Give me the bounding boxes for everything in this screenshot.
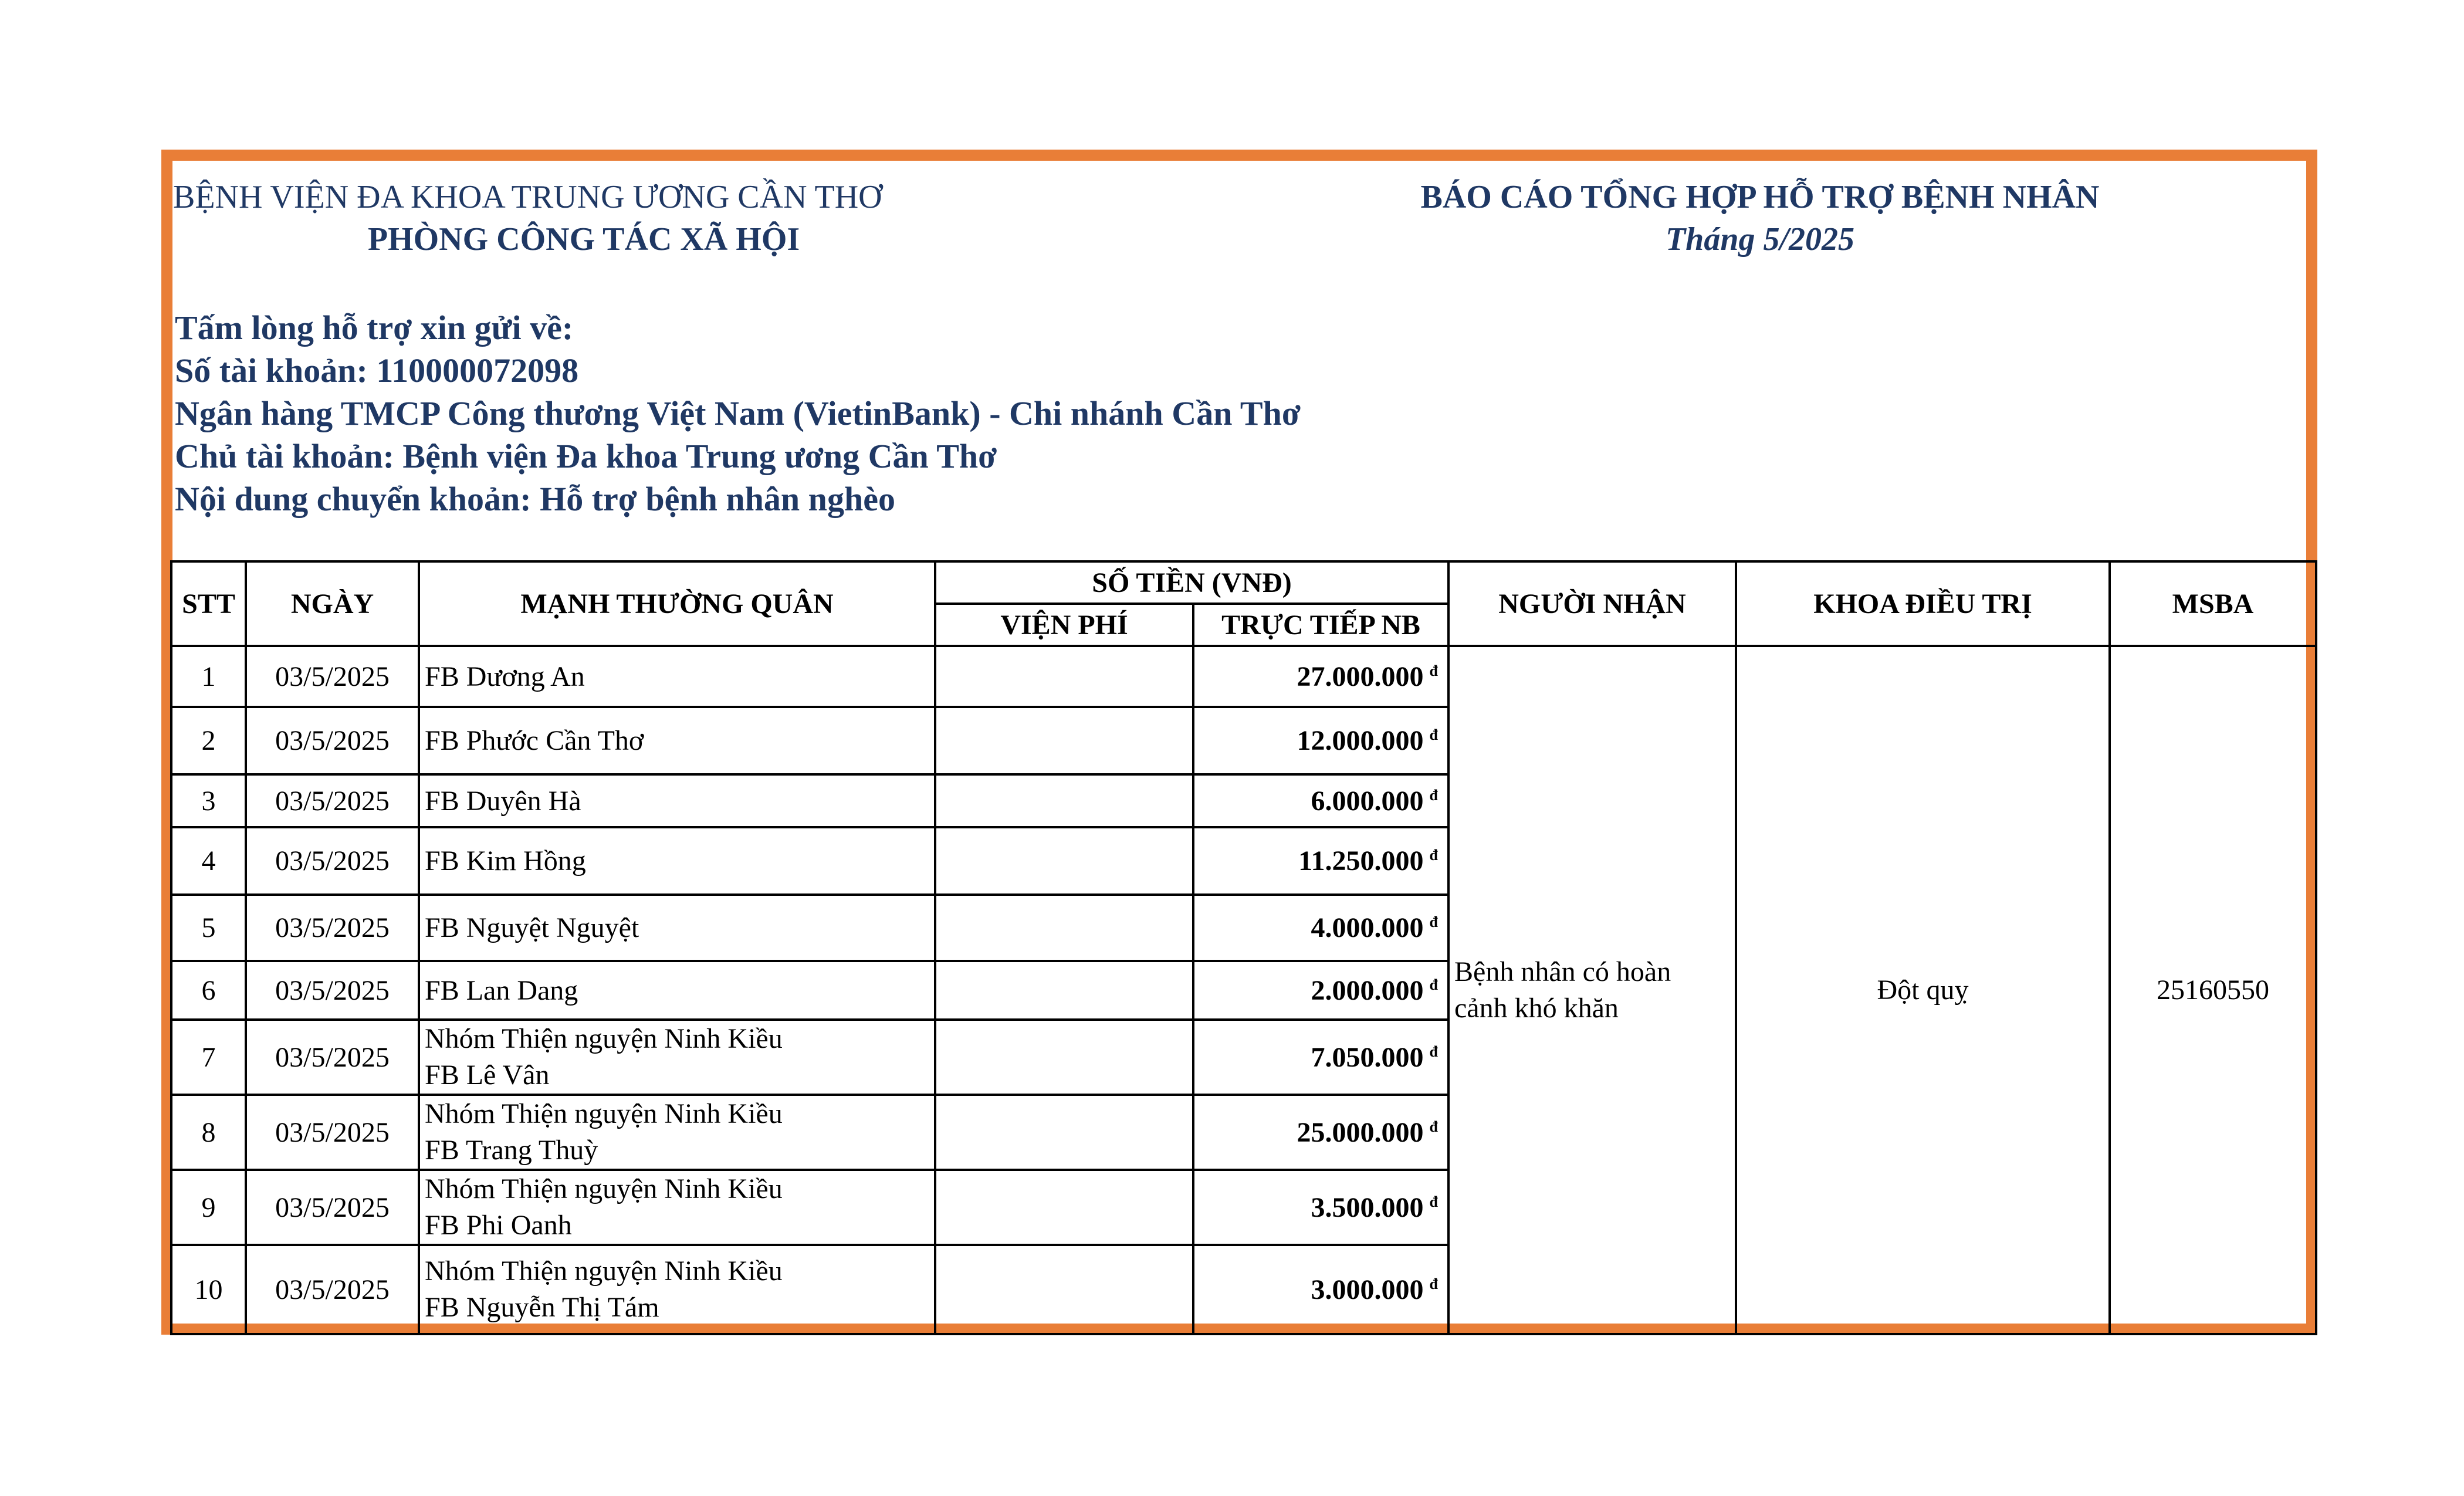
currency-symbol: đ	[1429, 1043, 1438, 1060]
donation-info	[175, 306, 1301, 520]
department-name: PHÒNG CÔNG TÁC XÃ HỘI	[367, 221, 800, 258]
row-donor	[419, 1020, 935, 1095]
header-hospital-fee: VIỆN PHÍ	[935, 604, 1193, 646]
transfer-content: Nội dung chuyển khoản: Hỗ trợ bệnh nhân nghèo	[175, 480, 895, 518]
row-stt: 1	[171, 646, 246, 707]
donor-group: Nhóm Thiện nguyện Ninh Kiều	[425, 1023, 783, 1054]
row-amount	[1193, 1095, 1448, 1170]
row-amount	[1193, 961, 1448, 1020]
row-amount	[1193, 707, 1448, 774]
amount-value: 12.000.000	[1297, 725, 1424, 756]
row-hospital-fee	[935, 1245, 1193, 1334]
row-donor: FB Kim Hồng	[419, 827, 935, 895]
row-stt: 3	[171, 774, 246, 827]
amount-value: 11.250.000	[1298, 845, 1424, 876]
report-header	[1320, 176, 2200, 260]
row-date: 03/5/2025	[246, 827, 419, 895]
row-donor	[419, 1095, 935, 1170]
row-hospital-fee	[935, 774, 1193, 827]
row-stt: 2	[171, 707, 246, 774]
row-hospital-fee	[935, 961, 1193, 1020]
row-date: 03/5/2025	[246, 1245, 419, 1334]
row-hospital-fee	[935, 646, 1193, 707]
row-stt: 10	[171, 1245, 246, 1334]
row-donor: FB Duyên Hà	[419, 774, 935, 827]
department-cell: Đột quỵ	[1736, 646, 2110, 1334]
currency-symbol: đ	[1429, 913, 1438, 930]
row-amount	[1193, 774, 1448, 827]
donor-group: Nhóm Thiện nguyện Ninh Kiều	[425, 1255, 783, 1287]
row-hospital-fee	[935, 1095, 1193, 1170]
amount-value: 7.050.000	[1311, 1041, 1424, 1073]
row-amount	[1193, 827, 1448, 895]
donor-name: FB Lê Vân	[425, 1060, 550, 1091]
row-stt: 4	[171, 827, 246, 895]
info-intro: Tấm lòng hỗ trợ xin gửi về:	[175, 309, 574, 347]
header-recipient: NGƯỜI NHẬN	[1448, 561, 1736, 646]
row-donor	[419, 1245, 935, 1334]
donor-group: Nhóm Thiện nguyện Ninh Kiều	[425, 1173, 783, 1204]
header-donor: MẠNH THƯỜNG QUÂN	[419, 561, 935, 646]
row-date: 03/5/2025	[246, 646, 419, 707]
row-stt: 9	[171, 1170, 246, 1245]
amount-value: 6.000.000	[1311, 785, 1424, 817]
row-amount	[1193, 646, 1448, 707]
row-amount	[1193, 1170, 1448, 1245]
donation-table	[170, 560, 2317, 1335]
donor-name: FB Nguyễn Thị Tám	[425, 1292, 659, 1323]
donor-name: FB Trang Thuỳ	[425, 1135, 598, 1166]
recipient-cell	[1448, 646, 1736, 1334]
row-stt: 5	[171, 895, 246, 961]
row-donor: FB Phước Cần Thơ	[419, 707, 935, 774]
row-donor: FB Lan Dang	[419, 961, 935, 1020]
row-date: 03/5/2025	[246, 961, 419, 1020]
report-title: BÁO CÁO TỔNG HỢP HỖ TRỢ BỆNH NHÂN	[1420, 179, 2100, 215]
row-date: 03/5/2025	[246, 895, 419, 961]
row-donor: FB Nguyệt Nguyệt	[419, 895, 935, 961]
row-date: 03/5/2025	[246, 1170, 419, 1245]
amount-value: 3.000.000	[1311, 1274, 1424, 1305]
row-amount	[1193, 1020, 1448, 1095]
row-stt: 8	[171, 1095, 246, 1170]
currency-symbol: đ	[1429, 786, 1438, 804]
row-hospital-fee	[935, 1170, 1193, 1245]
row-stt: 7	[171, 1020, 246, 1095]
amount-value: 3.500.000	[1311, 1192, 1424, 1223]
header-msba: MSBA	[2110, 561, 2316, 646]
row-date: 03/5/2025	[246, 774, 419, 827]
hospital-name: BỆNH VIỆN ĐA KHOA TRUNG ƯƠNG CẦN THƠ	[173, 179, 882, 215]
row-donor: FB Dương An	[419, 646, 935, 707]
row-hospital-fee	[935, 895, 1193, 961]
amount-value: 2.000.000	[1311, 974, 1424, 1006]
account-holder: Chủ tài khoản: Bệnh viện Đa khoa Trung ương Cần Thơ	[175, 437, 997, 475]
currency-symbol: đ	[1429, 662, 1438, 679]
header-department: KHOA ĐIỀU TRỊ	[1736, 561, 2110, 646]
row-stt: 6	[171, 961, 246, 1020]
account-number: Số tài khoản: 110000072098	[175, 351, 579, 390]
row-date: 03/5/2025	[246, 707, 419, 774]
row-amount	[1193, 1245, 1448, 1334]
row-donor	[419, 1170, 935, 1245]
table-row	[171, 646, 2316, 707]
row-amount	[1193, 895, 1448, 961]
currency-symbol: đ	[1429, 1193, 1438, 1210]
currency-symbol: đ	[1429, 847, 1438, 864]
row-date: 03/5/2025	[246, 1095, 419, 1170]
currency-symbol: đ	[1429, 1118, 1438, 1135]
amount-value: 27.000.000	[1297, 661, 1424, 692]
donor-name: FB Phi Oanh	[425, 1210, 572, 1241]
amount-value: 25.000.000	[1297, 1116, 1424, 1148]
row-hospital-fee	[935, 707, 1193, 774]
row-date: 03/5/2025	[246, 1020, 419, 1095]
bank-name: Ngân hàng TMCP Công thương Việt Nam (VietinBank) - Chi nhánh Cần Thơ	[175, 394, 1301, 432]
msba-cell: 25160550	[2110, 646, 2316, 1334]
recipient-line1: Bệnh nhân có hoàn	[1454, 956, 1671, 987]
currency-symbol: đ	[1429, 1275, 1438, 1292]
report-month: Tháng 5/2025	[1665, 221, 1855, 258]
row-hospital-fee	[935, 1020, 1193, 1095]
header-amount-group: SỐ TIỀN (VNĐ)	[935, 561, 1448, 604]
donor-group: Nhóm Thiện nguyện Ninh Kiều	[425, 1098, 783, 1129]
amount-value: 4.000.000	[1311, 912, 1424, 943]
row-hospital-fee	[935, 827, 1193, 895]
header-date: NGÀY	[246, 561, 419, 646]
recipient-line2: cảnh khó khăn	[1454, 992, 1619, 1024]
currency-symbol: đ	[1429, 976, 1438, 993]
currency-symbol: đ	[1429, 726, 1438, 743]
header-stt: STT	[171, 561, 246, 646]
header-direct: TRỰC TIẾP NB	[1193, 604, 1448, 646]
organization-header	[173, 176, 1030, 260]
